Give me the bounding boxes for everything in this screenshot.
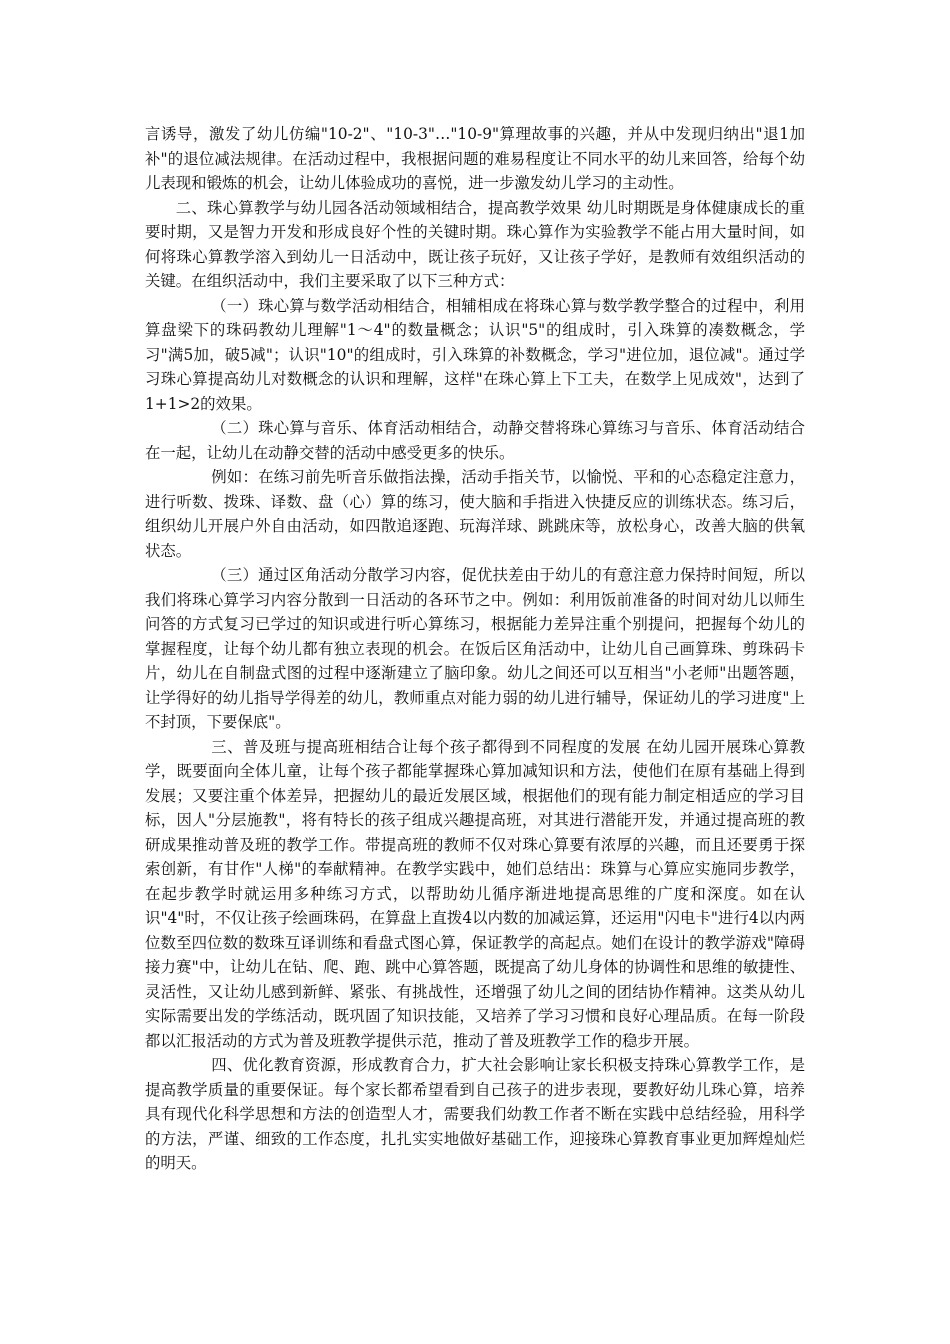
paragraph-section-three: 三、普及班与提高班相结合让每个孩子都得到不同程度的发展 在幼儿园开展珠心算教学，既要面向全体儿童，让每个孩子都能掌握珠心算加减知识和方法，使他们在原有基础上得到发展；又要注重个体差异，把握幼儿的最近发展区域，根据他们的现有能力制定相适应的学习目标，因人"分层施教"，将有特长的孩子组成兴趣提高班，对其进行潜能开发，并通过提高班的教研成果推动普及班的教学工作。带提高班的教师不仅对珠心算要有浓厚的兴趣，而且还要勇于探索创新，有甘作"人梯"的奉献精神。在教学实践中，她们总结出：珠算与心算应实施同步教学，在起步教学时就运用多种练习方式，以帮助幼儿循序渐进地提高思维的广度和深度。如在认识"4"时，不仅让孩子绘画珠码，在算盘上直拨4以内数的加减运算，还运用"闪电卡"进行4以内两位数至四位数的数珠互译训练和看盘式图心算，保证教学的高起点。她们在设计的教学游戏"障碍接力赛"中，让幼儿在钻、爬、跑、跳中心算答题，既提高了幼儿身体的协调性和思维的敏捷性、灵活性，又让幼儿感到新鲜、紧张、有挑战性，还增强了幼儿之间的团结协作精神。这类从幼儿实际需要出发的学练活动，既巩固了知识技能，又培养了学习习惯和良好心理品质。在每一阶段都以汇报活动的方式为普及班教学提供示范，推动了普及班教学工作的稳步开展。 xyxy=(145,737,805,1050)
paragraph-section-two: 二、珠心算教学与幼儿园各活动领域相结合，提高教学效果 幼儿时期既是身体健康成长的重要时期，又是智力开发和形成良好个性的关键时期。珠心算作为实验教学不能占用大量时间，如何将珠心算教学溶入到幼儿一日活动中，既让孩子玩好，又让孩子学好，是教师有效组织活动的关键。在组织活动中，我们主要采取了以下三种方式： xyxy=(145,198,805,290)
paragraph-method-one: （一）珠心算与数学活动相结合，相辅相成在将珠心算与数学教学整合的过程中，利用算盘梁下的珠码教幼儿理解"1～4"的数量概念；认识"5"的组成时，引入珠算的凑数概念，学习"满5加，破5减"；认识"10"的组成时，引入珠算的补数概念，学习"进位加，退位减"。通过学习珠心算提高幼儿对数概念的认识和理解，这样"在珠心算上下工夫，在数学上见成效"，达到了1+1>2的效果。 xyxy=(145,296,805,413)
paragraph-method-two: （二）珠心算与音乐、体育活动相结合，动静交替将珠心算练习与音乐、体育活动结合在一起，让幼儿在动静交替的活动中感受更多的快乐。 xyxy=(145,419,805,462)
paragraph-example: 例如：在练习前先听音乐做指法操，活动手指关节，以愉悦、平和的心态稳定注意力，进行听数、拨珠、译数、盘（心）算的练习，使大脑和手指进入快捷反应的训练状态。练习后，组织幼儿开展户外自由活动，如四散追逐跑、玩海洋球、跳跳床等，放松身心，改善大脑的供氧状态。 xyxy=(145,468,805,560)
paragraph-section-four: 四、优化教育资源，形成教育合力，扩大社会影响让家长积极支持珠心算教学工作，是提高教学质量的重要保证。每个家长都希望看到自己孩子的进步表现，要教好幼儿珠心算，培养具有现代化科学思想和方法的创造型人才，需要我们幼教工作者不断在实践中总结经验，用科学的方法，严谨、细致的工作态度，扎扎实实地做好基础工作，迎接珠心算教育事业更加辉煌灿烂的明天。 xyxy=(145,1056,805,1172)
document-body xyxy=(145,122,805,1176)
paragraph-method-three: （三）通过区角活动分散学习内容，促优扶差由于幼儿的有意注意力保持时间短，所以我们将珠心算学习内容分散到一日活动的各环节之中。例如：利用饭前准备的时间对幼儿以师生问答的方式复习已学过的知识或进行听心算练习，根据能力差异注重个别提问，把握每个幼儿的掌握程度，让每个幼儿都有独立表现的机会。在饭后区角活动中，让幼儿自己画算珠、剪珠码卡片，幼儿在自制盘式图的过程中逐渐建立了脑印象。幼儿之间还可以互相当"小老师"出题答题，让学得好的幼儿指导学得差的幼儿，教师重点对能力弱的幼儿进行辅导，保证幼儿的学习进度"上不封顶，下要保底"。 xyxy=(145,566,805,731)
paragraph-intro-continuation: 言诱导，激发了幼儿仿编"10-2"、"10-3"…"10-9"算理故事的兴趣，并从中发现归纳出"退1加补"的退位减法规律。在活动过程中，我根据问题的难易程度让不同水平的幼儿来回答，给每个幼儿表现和锻炼的机会，让幼儿体验成功的喜悦，进一步激发幼儿学习的主动性。 xyxy=(145,125,805,192)
